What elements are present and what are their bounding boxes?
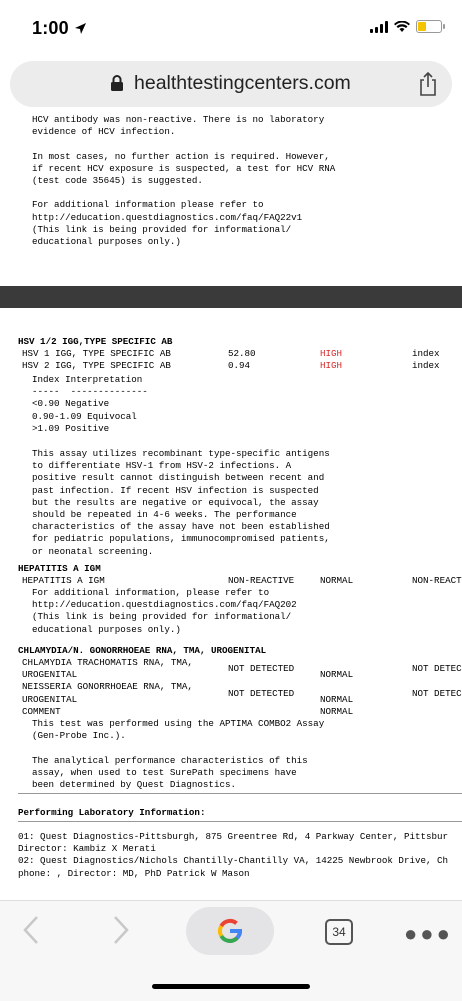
test-name-line: UROGENITAL xyxy=(22,693,78,705)
test-name: HSV 2 IGG, TYPE SPECIFIC AB xyxy=(22,360,171,372)
text-line xyxy=(32,187,335,199)
text-line: ----- -------------- xyxy=(32,386,148,398)
table-row xyxy=(22,681,462,705)
test-name: HEPATITIS A IGM xyxy=(22,575,105,586)
text-line: to differentiate HSV-1 from HSV-2 infections. A xyxy=(32,460,292,472)
flag-cell xyxy=(320,681,412,705)
test-value: NON-REACTIVE xyxy=(228,575,295,586)
text-line: past infection. If recent HSV infection is suspected xyxy=(32,484,319,496)
hepa-note xyxy=(32,587,297,636)
chlam-note xyxy=(32,718,324,791)
forward-icon[interactable] xyxy=(112,915,130,945)
test-unit: index xyxy=(412,360,440,372)
text-line: This test was performed using the APTIMA COMBO2 Assay xyxy=(32,718,325,729)
lock-icon xyxy=(110,75,124,92)
text-line: 0.90-1.09 Equivocal xyxy=(32,410,137,422)
test-value: 52.80 xyxy=(228,348,256,359)
text-line: http://education.questdiagnostics.com/faq/FAQ202 xyxy=(32,599,297,611)
hcv-text xyxy=(32,114,335,248)
text-line xyxy=(32,742,324,754)
text-line: (Gen-Probe Inc.). xyxy=(32,730,126,742)
text-line: if recent HCV exposure is suspected, a test for HCV RNA xyxy=(32,162,336,174)
report-content[interactable] xyxy=(0,108,462,900)
text-line: <0.90 Negative xyxy=(32,398,110,410)
test-name-line: NEISSERIA GONORRHOEAE RNA, TMA, xyxy=(22,681,193,693)
text-line xyxy=(32,138,335,150)
url-text[interactable]: healthtestingcenters.com xyxy=(134,72,351,94)
text-line: or neonatal screening. xyxy=(32,545,154,557)
more-icon[interactable]: ●●● xyxy=(404,921,453,946)
test-value: NOT DETECTED xyxy=(228,663,295,675)
text-line: 01: Quest Diagnostics-Pittsburgh, 875 Greentree Rd, 4 Parkway Center, Pittsbur xyxy=(18,831,449,842)
text-line: been determined by Quest Diagnostics. xyxy=(32,779,236,791)
table-row xyxy=(22,657,462,681)
signal-icon xyxy=(370,21,388,33)
hsv-note xyxy=(32,448,330,558)
chlam-title: CHLAMYDIA/N. GONORRHOEAE RNA, TMA, UROGENITAL xyxy=(18,645,267,656)
table-row xyxy=(22,575,462,587)
flag-high: HIGH xyxy=(320,360,343,372)
text-line: for pediatric populations, immunocompromised patients, xyxy=(32,533,330,545)
text-line: educational purposes only.) xyxy=(32,623,181,635)
hsv-title: HSV 1/2 IGG,TYPE SPECIFIC AB xyxy=(18,336,173,347)
text-line: 02: Quest Diagnostics/Nichols Chantilly-Chantilly VA, 14225 Newbrook Drive, Ch xyxy=(18,855,449,867)
back-icon[interactable] xyxy=(22,915,40,945)
text-line: characteristics of the assay have not been established xyxy=(32,521,330,533)
reference-range: NOT DETEC xyxy=(412,663,462,675)
test-name: COMMENT xyxy=(22,705,61,717)
text-line: (This link is being provided for informational/ xyxy=(32,611,292,623)
battery-icon xyxy=(416,20,442,33)
lab-info-lines xyxy=(18,831,462,880)
text-line: The analytical performance characteristics of this xyxy=(32,754,308,766)
test-name-line: UROGENITAL xyxy=(22,669,78,681)
flag-high: HIGH xyxy=(320,348,343,359)
text-line: educational purposes only.) xyxy=(32,236,181,248)
lab-info-title: Performing Laboratory Information: xyxy=(18,807,206,818)
share-icon[interactable] xyxy=(418,71,438,97)
hsv-interpretation xyxy=(32,374,148,435)
flag-normal: NORMAL xyxy=(320,693,354,705)
table-row xyxy=(22,360,440,372)
section-divider-band xyxy=(0,286,462,308)
text-line: In most cases, no further action is required. However, xyxy=(32,150,330,162)
test-unit: index xyxy=(412,348,440,359)
status-bar xyxy=(0,0,462,52)
divider xyxy=(18,793,462,794)
text-line: For additional information, please refer to xyxy=(32,587,270,598)
hsv-results-table xyxy=(22,348,440,372)
text-line: Director: Kambiz X Merati xyxy=(18,843,156,855)
address-bar[interactable] xyxy=(10,61,452,107)
hepa-results-table xyxy=(22,575,462,587)
table-row xyxy=(22,348,440,360)
text-line: Index Interpretation xyxy=(32,374,143,385)
text-line: http://education.questdiagnostics.com/faq/FAQ22v1 xyxy=(32,211,303,223)
text-line: assay, when used to test SurePath specimens have xyxy=(32,766,297,778)
text-line: This assay utilizes recombinant type-specific antigens xyxy=(32,448,330,459)
flag-normal: NORMAL xyxy=(320,705,354,717)
text-line: For additional information please refer to xyxy=(32,199,264,211)
text-line: evidence of HCV infection. xyxy=(32,126,176,138)
text-line: (This link is being provided for informational/ xyxy=(32,223,292,235)
google-icon xyxy=(217,917,243,945)
home-indicator xyxy=(152,984,310,989)
wifi-icon xyxy=(394,21,410,33)
text-line: (test code 35645) is suggested. xyxy=(32,175,203,187)
hepa-title: HEPATITIS A IGM xyxy=(18,563,101,574)
google-button[interactable] xyxy=(186,907,274,955)
text-line: should be repeated in 4-6 weeks. The performance xyxy=(32,509,297,521)
flag-cell xyxy=(320,657,412,681)
text-line: positive result cannot distinguish between recent and xyxy=(32,472,325,484)
text-line: but the results are negative or equivocal, the assay xyxy=(32,496,319,508)
tabs-button[interactable]: 34 xyxy=(325,919,353,945)
location-arrow-icon xyxy=(74,22,87,35)
test-value: NOT DETECTED xyxy=(228,687,295,699)
divider xyxy=(18,821,462,822)
clock: 1:00 xyxy=(32,18,69,38)
test-name xyxy=(22,657,228,681)
test-name: HSV 1 IGG, TYPE SPECIFIC AB xyxy=(22,348,171,359)
text-line: >1.09 Positive xyxy=(32,422,110,434)
text-line: phone: , Director: MD, PhD Patrick W Mason xyxy=(18,867,250,879)
test-value: 0.94 xyxy=(228,360,251,372)
flag-normal: NORMAL xyxy=(320,575,354,586)
test-name-line: CHLAMYDIA TRACHOMATIS RNA, TMA, xyxy=(22,657,193,668)
test-name xyxy=(22,681,228,705)
flag-normal: NORMAL xyxy=(320,669,354,681)
text-line: HCV antibody was non-reactive. There is no laboratory xyxy=(32,114,325,125)
table-row xyxy=(22,706,462,718)
reference-range: NOT DETEC xyxy=(412,687,462,699)
chlam-results-table xyxy=(22,657,462,718)
reference-range: NON-REACT xyxy=(412,575,462,586)
